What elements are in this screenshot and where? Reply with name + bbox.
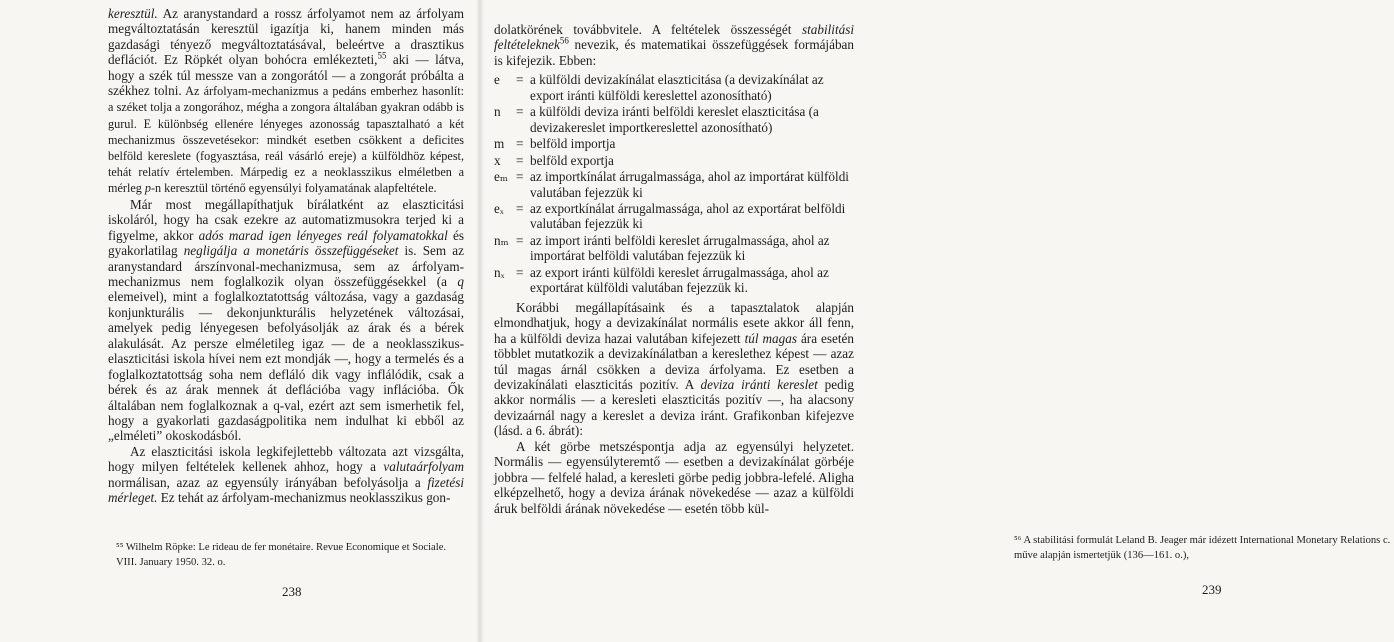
variable-definition-list bbox=[494, 72, 854, 295]
left-page-body bbox=[108, 6, 464, 506]
text-run: Az aranystandard a rossz árfolyamot nem az árfolyam megváltoztatásán keresztül igazítja ki, hanem minden más gazdasági tényező megváltoztatásával, beleértve a drasztikus deflációt. Ez Röpkét olyan bohócra emlékezteti, bbox=[108, 6, 464, 68]
footnote-ref-55[interactable]: 55 bbox=[377, 50, 387, 61]
paragraph bbox=[108, 6, 464, 197]
variable-definition-text: az import iránti belföldi kereslet árrugalmassága, ahol az importárat belföldi valutában fejezzük ki bbox=[530, 232, 830, 264]
text-run: dolatkörének továbbvitele. A feltételek összességét bbox=[494, 22, 802, 37]
variable-definition-text: az exportkínálat árrugalmassága, ahol az exportárat belföldi valutában fejezzük ki bbox=[530, 200, 846, 232]
variable-definition bbox=[494, 265, 854, 296]
paragraph: A két görbe metszéspontja adja az egyensúlyi helyzetet. Normális — egyensúlyteremtő — esetben a devizakínálat görbéje jobbra — felfelé halad, a keresleti görbe pedig jobbra-lefelé. Aligha elképzelhető, hogy a deviza árának növekedése — azaz a külföldi áruk belföldi árának növekedése — esetén több kül- bbox=[494, 438, 854, 516]
variable-definition bbox=[494, 72, 854, 103]
italic-phrase: túl magas bbox=[744, 330, 797, 346]
equals-sign: = bbox=[516, 136, 524, 152]
variable-definition-text: az importkínálat árrugalmassága, ahol az importárat külföldi valutában fejezzük ki bbox=[530, 169, 849, 200]
text-run: Az elaszticitási iskola legkifejlettebb változata azt vizsgálta, hogy milyen feltételek kellenek ahhoz, hogy a bbox=[108, 443, 464, 475]
italic-word: keresztül. bbox=[108, 6, 158, 21]
text-run: nevezik, és matematikai összefüggések formájában is kifejezik. Ebben: bbox=[494, 37, 854, 68]
variable-definition bbox=[494, 201, 854, 232]
variable-definition-text: a külföldi devizakínálat elaszticitása (a devizakínálat az export iránti külföldi kereslettel azonosítható) bbox=[530, 72, 824, 103]
variable-definition bbox=[494, 136, 854, 151]
right-page bbox=[480, 0, 1391, 642]
text-run: elemeivel), mint a foglalkoztatottság változása, vagy a gazdaság konjunkturális — dekonjunkturális helyzetének változásai, amelyek pedig lényegesen befolyásolják az árak és a bérek alakulását. Az persze elméletileg igaz — de a neoklasszikus-elaszticitási iskola hívei nem ezt mondják —, hogy a termelés és a foglalkoztatottság soha nem defláló dik vagy inflálódik, csak a bérek és az árak mennek át deflációba vagy inflációba. Ők általában nem foglalkoznak a q-val, ezért azt sem ismerhetik fel, hogy a gyakorlati gazdaságpolitika nem indulhat ki ebből az „elméleti” okoskodásból. bbox=[108, 289, 464, 444]
text-run: Az árfolyam-mechanizmus a pedáns emberhez hasonlít: a széket tolja a zongorához, mégha a zongora általában gyakran odább is gurul. E különbség ellenére lényeges azonosság tapasztalható a két mechanizmus összevetésekor: mindkét esetben csökkent a deficites belföld kereslete (fogyasztása, reál vásárló ereje) a külföldhöz képest, tehát relatív értelemben. Márpedig ez a neoklasszikus elméletben a mérleg bbox=[108, 84, 464, 196]
text-run: és gyakorlatilag bbox=[108, 227, 464, 259]
text-run: ára esetén többlet mutatkozik a devizakínálatban a kereslethez képest — azaz túl magas árnál csökken a deviza árfolyama. Ez esetben a devizakínálati elaszticitás pozitív. A bbox=[494, 330, 854, 392]
footnote-ref-56[interactable]: 56 bbox=[559, 36, 569, 47]
italic-symbol: q bbox=[457, 273, 464, 289]
text-run: aki — látva, hogy a szék túl messze van a zongorától — a zongorát próbálta a székhez tolni. bbox=[108, 52, 464, 99]
variable-symbol: eₘ bbox=[494, 169, 508, 185]
page-number: 238 bbox=[282, 584, 302, 599]
italic-symbol: p bbox=[141, 181, 151, 196]
italic-phrase: fizetési mérleget. bbox=[108, 474, 464, 506]
text-run: normálisan, azaz az egyensúly irányában befolyásolja a bbox=[108, 474, 428, 490]
paragraph bbox=[108, 197, 464, 444]
text-run: -n keresztül történő egyensúlyi folyamatának alapfeltétele. bbox=[150, 181, 437, 196]
italic-phrase: adós marad igen lényeges reál folyamatokkal bbox=[198, 227, 448, 243]
footnote: ⁵⁶ A stabilitási formulát Leland B. Jeager már idézett International Monetary Relations c. műve alapján ismertetjük (136—161. o.), bbox=[1014, 535, 1391, 561]
footnote: ⁵⁵ Wilhelm Röpke: Le rideau de fer monétaire. Revue Economique et Sociale. VIII. January 1950. 32. o. bbox=[116, 542, 447, 568]
variable-definition-text: az export iránti külföldi kereslet árrugalmassága, ahol az exportárat külföldi valutában fejezzük ki. bbox=[530, 264, 829, 296]
variable-definition-text: belföld exportja bbox=[530, 152, 614, 168]
equals-sign: = bbox=[516, 169, 524, 185]
text-run: Korábbi megállapításaink és a tapasztalatok alapján elmondhatjuk, hogy a devizakínálat normális esete akkor áll fenn, ha a külföldi deviza hazai valutában kifejezett bbox=[494, 299, 854, 346]
italic-phrase: valutaárfolyam bbox=[383, 459, 464, 475]
text-run: pedig akkor normális — a keresleti elaszticitás pozitív —, ha alacsony devizaárnál nagy a kereslet a deviza iránt. Grafikonban kifejezve (lásd. a 6. ábrát): bbox=[494, 376, 854, 439]
variable-symbol: nₓ bbox=[494, 264, 505, 280]
equals-sign: = bbox=[516, 152, 524, 168]
text-run: Már most megállapíthatjuk bírálatként az elaszticitási iskoláról, hogy ha csak ezekre az automatizmusokra terjed ki a figyelme, akkor bbox=[108, 196, 464, 243]
equals-sign: = bbox=[516, 232, 524, 248]
variable-definition bbox=[494, 233, 854, 264]
equals-sign: = bbox=[516, 264, 524, 280]
variable-definition bbox=[494, 153, 854, 168]
equals-sign: = bbox=[516, 72, 524, 88]
variable-definition-text: belföld importja bbox=[530, 136, 616, 152]
paragraph bbox=[494, 300, 854, 439]
italic-phrase: negligálja a monetáris összefüggéseket bbox=[183, 243, 399, 259]
equals-sign: = bbox=[516, 104, 524, 120]
variable-symbol: x bbox=[494, 152, 501, 168]
variable-symbol: n bbox=[494, 104, 501, 120]
italic-phrase: deviza iránti kereslet bbox=[700, 376, 818, 392]
page-number: 239 bbox=[1202, 582, 1222, 597]
equals-sign: = bbox=[516, 200, 524, 216]
paragraph bbox=[108, 444, 464, 506]
variable-definition bbox=[494, 104, 854, 135]
variable-symbol: m bbox=[494, 136, 505, 152]
right-page-body bbox=[494, 22, 854, 516]
text-run: is. Sem az aranystandard árszínvonal-mechanizmusa, sem az árfolyam-mechanizmus nem foglalkozik olyan összefüggésekkel (a bbox=[108, 243, 464, 289]
text-run: Ez tehát az árfolyam-mechanizmus neoklasszikus gon- bbox=[157, 490, 451, 506]
left-page bbox=[0, 0, 480, 642]
variable-symbol: nₘ bbox=[494, 232, 509, 248]
variable-symbol: eₓ bbox=[494, 200, 504, 216]
paragraph bbox=[494, 22, 854, 68]
italic-phrase: stabilitási feltételeknek bbox=[494, 22, 854, 53]
variable-definition bbox=[494, 169, 854, 200]
variable-symbol: e bbox=[494, 72, 500, 88]
variable-definition-text: a külföldi deviza iránti belföldi kereslet elaszticitása (a devizakereslet importkereslettel azonosítható) bbox=[530, 104, 819, 135]
